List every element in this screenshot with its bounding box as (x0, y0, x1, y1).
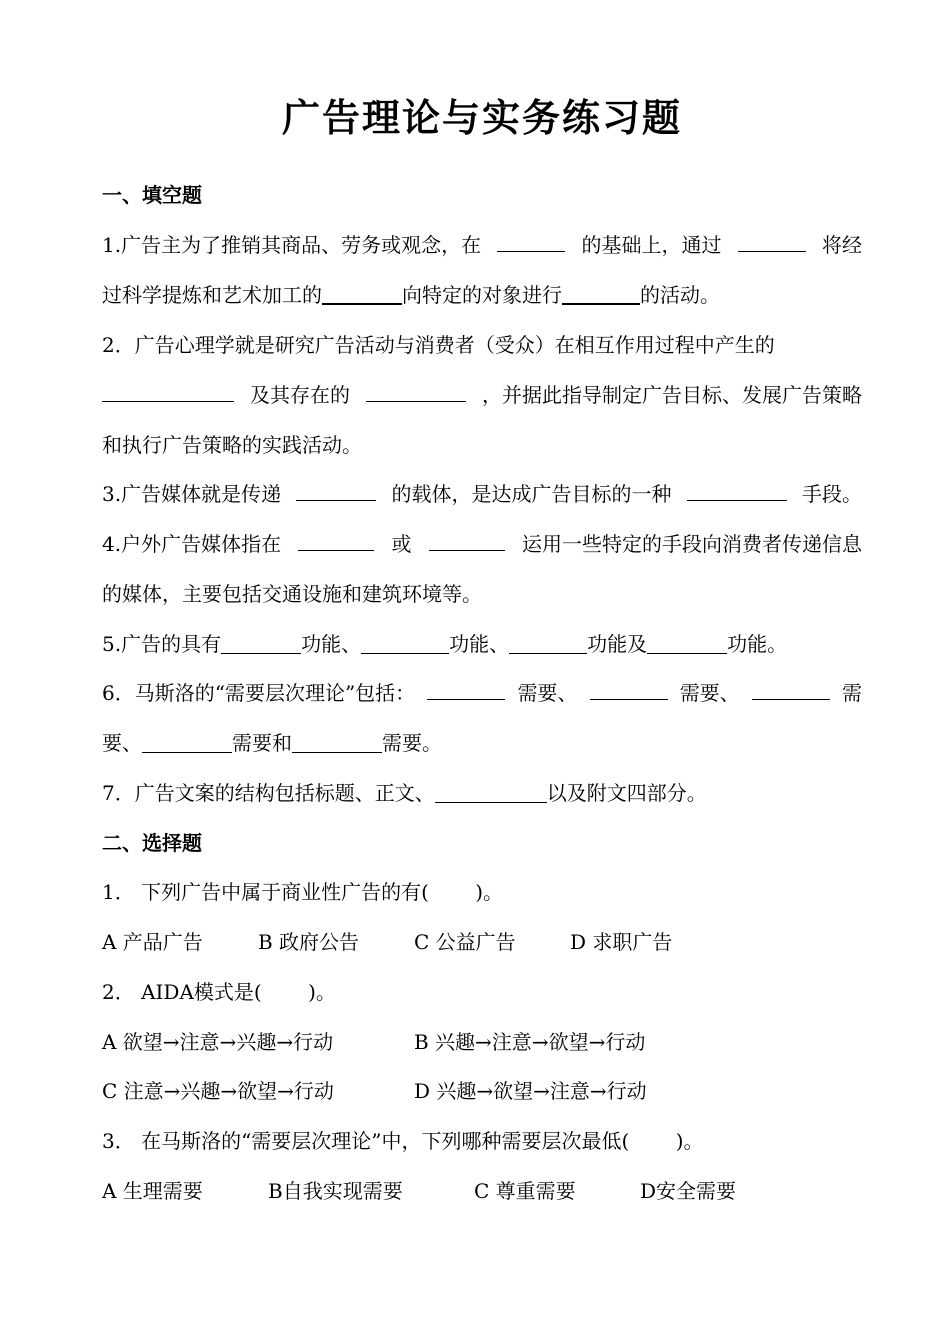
mc-option-d[interactable]: D安全需要 (640, 1179, 737, 1203)
q1-text-a: 1.广告主为了推销其商品、劳务或观念，在 (102, 233, 482, 257)
q1-text-e: 向特定的对象进行 (402, 283, 562, 307)
page-title: 广告理论与实务练习题 (281, 96, 682, 140)
q3-text-a: 3.广告媒体就是传递 (102, 482, 282, 506)
question-4-line-2: 的媒体，主要包括交通设施和建筑环境等。 (102, 582, 482, 606)
q6-text-g: 需要。 (382, 731, 442, 755)
q6-text-f: 需要和 (232, 731, 292, 755)
mc-option-c[interactable]: C 注意→兴趣→欲望→行动 (102, 1079, 334, 1103)
q4-text-c: 运用一些特定的手段向消费者传递信息 (521, 532, 862, 556)
mc-question-1-stem: 1． 下列广告中属于商业性广告的有( )。 (102, 880, 504, 904)
q3-text-c: 手段。 (801, 482, 862, 506)
question-5-line (102, 628, 862, 660)
answer-blank[interactable] (562, 281, 640, 305)
answer-blank[interactable] (142, 730, 232, 753)
answer-blank[interactable] (427, 677, 505, 700)
mc-option-a[interactable]: A 生理需要 (102, 1179, 203, 1203)
answer-blank[interactable] (322, 281, 402, 305)
q1-text-d: 过科学提炼和艺术加工的 (102, 283, 322, 307)
question-1-line-2 (102, 279, 862, 311)
q7-text-a: 7．广告文案的结构包括标题、正文、 (102, 781, 435, 805)
section-heading-multiple-choice: 二、选择题 (102, 831, 202, 855)
q5-text-e: 功能。 (727, 632, 788, 656)
mc-question-3-stem: 3． 在马斯洛的“需要层次理论”中，下列哪种需要层次最低( )。 (102, 1129, 704, 1153)
answer-blank[interactable] (435, 780, 547, 803)
mc-question-2-options-row-2 (102, 1075, 862, 1107)
q3-text-b: 的载体，是达成广告目标的一种 (391, 482, 672, 506)
answer-blank[interactable] (296, 478, 376, 501)
question-3-line (102, 478, 862, 510)
mc-question-2-stem: 2． AIDA模式是( )。 (102, 980, 336, 1004)
answer-blank[interactable] (738, 229, 806, 252)
answer-blank[interactable] (298, 528, 374, 551)
question-2-line-1: 2．广告心理学就是研究广告活动与消费者（受众）在相互作用过程中产生的 (102, 333, 775, 357)
q5-text-d: 功能及 (587, 632, 648, 656)
answer-blank[interactable] (361, 631, 449, 654)
mc-option-c[interactable]: C 公益广告 (414, 930, 516, 954)
answer-blank[interactable] (366, 379, 466, 402)
question-6-line-1 (102, 677, 862, 709)
answer-blank[interactable] (590, 677, 668, 700)
answer-blank[interactable] (102, 379, 234, 402)
mc-question-2-options-row-1 (102, 1026, 862, 1058)
q7-text-b: 以及附文四部分。 (546, 781, 707, 805)
mc-question-1-options (102, 926, 862, 958)
q5-text-b: 功能、 (301, 632, 362, 656)
q2-text-b: ，并据此指导制定广告目标、发展广告策略 (482, 383, 862, 407)
answer-blank[interactable] (647, 631, 727, 654)
q1-text-b: 的基础上，通过 (581, 233, 722, 257)
mc-option-d[interactable]: D 兴趣→欲望→注意→行动 (414, 1079, 647, 1103)
question-4-line-1 (102, 528, 862, 560)
section-heading-fill-blank: 一、填空题 (102, 183, 202, 207)
answer-blank[interactable] (497, 229, 565, 252)
q6-text-e: 要、 (102, 731, 142, 755)
q6-text-b: 需要、 (517, 681, 578, 705)
q6-text-a: 6．马斯洛的“需要层次理论”包括： (102, 681, 416, 705)
mc-option-c[interactable]: C 尊重需要 (474, 1179, 576, 1203)
q1-text-c: 将经 (821, 233, 862, 257)
question-1-line-1 (102, 229, 862, 261)
answer-blank[interactable] (687, 478, 787, 501)
question-6-line-2 (102, 727, 862, 759)
q5-text-c: 功能、 (449, 632, 510, 656)
answer-blank[interactable] (509, 631, 587, 654)
mc-option-b[interactable]: B自我实现需要 (268, 1179, 403, 1203)
answer-blank[interactable] (221, 631, 301, 654)
answer-blank[interactable] (292, 730, 382, 753)
question-2-line-2 (102, 379, 862, 411)
q4-text-b: 或 (391, 532, 412, 556)
question-2-line-3: 和执行广告策略的实践活动。 (102, 433, 362, 457)
mc-option-a[interactable]: A 欲望→注意→兴趣→行动 (102, 1030, 334, 1054)
q6-text-c: 需要、 (679, 681, 740, 705)
q6-text-d: 需 (841, 681, 862, 705)
mc-option-a[interactable]: A 产品广告 (102, 930, 203, 954)
mc-option-b[interactable]: B 政府公告 (258, 930, 360, 954)
answer-blank[interactable] (752, 677, 830, 700)
q2-text-a: 及其存在的 (250, 383, 350, 407)
q1-text-f: 的活动。 (640, 283, 720, 307)
mc-option-d[interactable]: D 求职广告 (570, 930, 673, 954)
mc-question-3-options (102, 1175, 862, 1207)
question-7-line (102, 777, 862, 809)
q5-text-a: 5.广告的具有 (102, 632, 222, 656)
q4-text-a: 4.户外广告媒体指在 (102, 532, 282, 556)
mc-option-b[interactable]: B 兴趣→注意→欲望→行动 (414, 1030, 646, 1054)
answer-blank[interactable] (429, 528, 505, 551)
